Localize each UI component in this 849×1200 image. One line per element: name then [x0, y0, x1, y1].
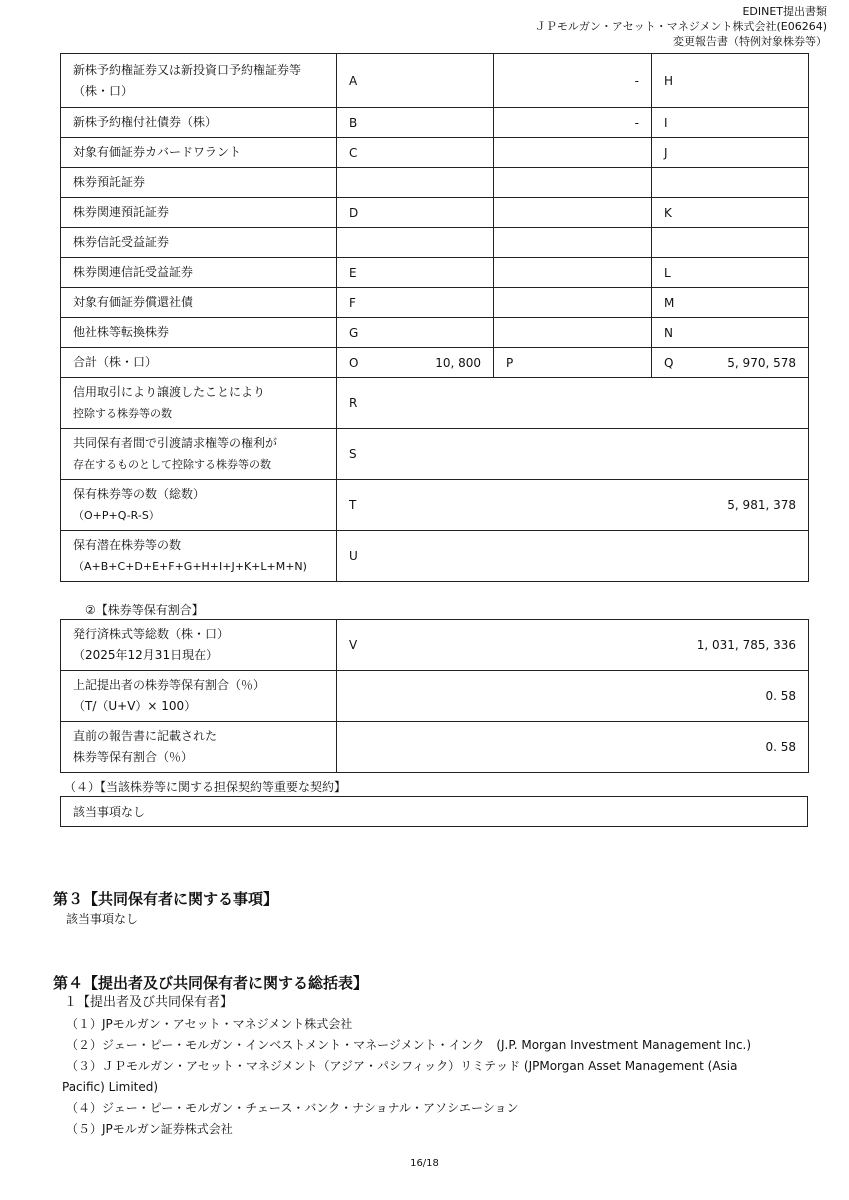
cell-total [337, 480, 809, 531]
holdings-row [61, 318, 809, 348]
holder-item: （２）ジェー・ピー・モルガン・インベストメント・マネージメント・インク (J.P. Morgan Investment Management Inc.) [66, 1038, 752, 1052]
cell-col3 [652, 138, 809, 168]
cell-total [337, 378, 809, 429]
section3-body: 該当事項なし [66, 912, 139, 926]
value: 0. 58 [765, 689, 796, 703]
cell-col2 [494, 168, 652, 198]
holdings-wide-row [61, 429, 809, 480]
code: D [349, 205, 359, 220]
code: M [664, 295, 675, 310]
cell-col2 [494, 348, 652, 378]
row-label-line1: 保有潜在株券等の数 [73, 538, 182, 552]
row-label-line2: 存在するものとして控除する株券等の数 [73, 458, 271, 471]
ratio-cell [337, 671, 809, 722]
row-label [61, 54, 337, 108]
holdings-row [61, 348, 809, 378]
row-label-line2: 株券等保有割合（％） [73, 750, 194, 764]
row-label-line1: 株券信託受益証券 [73, 235, 170, 249]
cell-col1 [337, 198, 494, 228]
cell-total [337, 531, 809, 582]
header-report-type: 変更報告書（特例対象株券等） [673, 35, 827, 48]
code: E [349, 265, 357, 280]
code: Q [664, 355, 674, 370]
holdings-wide-row [61, 531, 809, 582]
holder-item: （５）JPモルガン証券株式会社 [66, 1122, 233, 1136]
holdings-wide-row [61, 378, 809, 429]
value: 5, 970, 578 [727, 355, 796, 370]
holdings-row [61, 108, 809, 138]
row-label-line2: （O+P+Q-R-S） [73, 509, 160, 522]
holder-item-continued: Pacific) Limited) [62, 1080, 159, 1094]
cell-col1 [337, 54, 494, 108]
code: C [349, 145, 358, 160]
ratio-cell [337, 722, 809, 773]
row-label [61, 348, 337, 378]
section4-subtitle: １【提出者及び共同保有者】 [64, 995, 234, 1010]
row-label [61, 198, 337, 228]
row-label-line1: 直前の報告書に記載された [73, 729, 218, 743]
ratio-cell [337, 620, 809, 671]
row-label-line2: 控除する株券等の数 [73, 407, 172, 420]
row-label [61, 108, 337, 138]
code: P [506, 355, 514, 370]
section3-title: 第３【共同保有者に関する事項】 [53, 890, 279, 908]
row-label-line1: 上記提出者の株券等保有割合（％） [73, 678, 266, 692]
code: V [349, 638, 358, 652]
cell-col2 [494, 198, 652, 228]
code: G [349, 325, 359, 340]
row-label-line1: 株券関連預託証券 [73, 205, 170, 219]
cell-col1 [337, 348, 494, 378]
code: A [349, 73, 358, 88]
code: H [664, 73, 674, 88]
row-label [61, 168, 337, 198]
section4-title: 第４【提出者及び共同保有者に関する総括表】 [53, 974, 369, 992]
code: L [664, 265, 671, 280]
ratio-row [61, 671, 809, 722]
row-label-line1: 株券預託証券 [73, 175, 146, 189]
cell-col2 [494, 228, 652, 258]
row-label-line2: （2025年12月31日現在） [73, 648, 219, 662]
cell-col3 [652, 54, 809, 108]
code: R [349, 396, 358, 410]
holder-item: （３）ＪＰモルガン・アセット・マネジメント（アジア・パシフィック）リミテッド (JPMorgan Asset Management (Asia [66, 1059, 738, 1073]
row-label-line1: 合計（株・口） [73, 355, 158, 369]
code: F [349, 295, 356, 310]
cell-col3 [652, 228, 809, 258]
code: B [349, 115, 358, 130]
document-header [535, 4, 827, 49]
holdings-row [61, 288, 809, 318]
holdings-row [61, 168, 809, 198]
contract-table [60, 796, 808, 827]
header-edinet: EDINET提出書類 [742, 5, 827, 18]
row-label [61, 288, 337, 318]
row-label-line1: 信用取引により譲渡したことにより [73, 385, 266, 399]
value: - [634, 115, 639, 130]
holder-item: （１）JPモルガン・アセット・マネジメント株式会社 [66, 1017, 353, 1031]
row-label [61, 429, 337, 480]
row-label [61, 258, 337, 288]
row-label [61, 480, 337, 531]
cell-col3 [652, 168, 809, 198]
cell-col1 [337, 108, 494, 138]
row-label-line2: （T/（U+V）× 100） [73, 699, 197, 713]
code: N [664, 325, 673, 340]
holdings-table [60, 53, 809, 582]
row-label [61, 531, 337, 582]
row-label-line2: （株・口） [73, 83, 134, 98]
ratio-heading: ②【株券等保有割合】 [85, 603, 204, 617]
cell-col2 [494, 138, 652, 168]
row-label-line1: 他社株等転換株券 [73, 325, 170, 339]
holdings-row [61, 258, 809, 288]
cell-col3 [652, 198, 809, 228]
cell-col2 [494, 108, 652, 138]
cell-col1 [337, 318, 494, 348]
value: 1, 031, 785, 336 [696, 638, 796, 652]
ratio-row [61, 722, 809, 773]
value: 5, 981, 378 [727, 498, 796, 512]
contract-heading: （４）【当該株券等に関する担保契約等重要な契約】 [64, 780, 347, 794]
header-company: ＪＰモルガン・アセット・マネジメント株式会社(E06264) [534, 20, 827, 33]
page-number: 16/18 [410, 1158, 439, 1169]
row-label [61, 671, 337, 722]
holdings-row [61, 138, 809, 168]
cell-col3 [652, 258, 809, 288]
cell-col1 [337, 228, 494, 258]
cell-col3 [652, 108, 809, 138]
cell-col2 [494, 54, 652, 108]
cell-col2 [494, 288, 652, 318]
row-label [61, 378, 337, 429]
row-label [61, 228, 337, 258]
cell-col3 [652, 318, 809, 348]
cell-col2 [494, 258, 652, 288]
code: K [664, 205, 672, 220]
cell-col2 [494, 318, 652, 348]
cell-total [337, 429, 809, 480]
row-label [61, 722, 337, 773]
cell-col1 [337, 138, 494, 168]
ratio-row [61, 620, 809, 671]
row-label [61, 318, 337, 348]
row-label [61, 620, 337, 671]
code: J [664, 145, 668, 160]
row-label [61, 138, 337, 168]
value: - [634, 73, 639, 88]
holdings-wide-row [61, 480, 809, 531]
cell-col3 [652, 288, 809, 318]
code: O [349, 355, 359, 370]
holdings-row [61, 54, 809, 108]
row-label-line1: 対象有価証券償還社債 [73, 295, 194, 309]
code: S [349, 447, 357, 461]
row-label-line1: 新株予約権証券又は新投資口予約権証券等 [73, 62, 302, 77]
row-label-line1: 保有株券等の数（総数） [73, 487, 206, 501]
contract-value: 該当事項なし [61, 797, 808, 827]
code: I [664, 115, 668, 130]
holdings-row [61, 198, 809, 228]
row-label-line2: （A+B+C+D+E+F+G+H+I+J+K+L+M+N) [73, 560, 307, 573]
row-label-line1: 対象有価証券カバードワラント [73, 145, 242, 159]
cell-col1 [337, 258, 494, 288]
holdings-row [61, 228, 809, 258]
row-label-line1: 発行済株式等総数（株・口） [73, 627, 230, 641]
cell-col3 [652, 348, 809, 378]
value: 10, 800 [435, 355, 481, 370]
value: 0. 58 [765, 740, 796, 754]
row-label-line1: 共同保有者間で引渡請求権等の権利が [73, 436, 278, 450]
code: T [349, 498, 357, 512]
cell-col1 [337, 168, 494, 198]
row-label-line1: 株券関連信託受益証券 [73, 265, 194, 279]
row-label-line1: 新株予約権付社債券（株） [73, 115, 218, 129]
cell-col1 [337, 288, 494, 318]
holder-item: （４）ジェー・ピー・モルガン・チェース・バンク・ナショナル・アソシエーション [66, 1101, 519, 1115]
code: U [349, 549, 358, 563]
ratio-table [60, 619, 809, 773]
